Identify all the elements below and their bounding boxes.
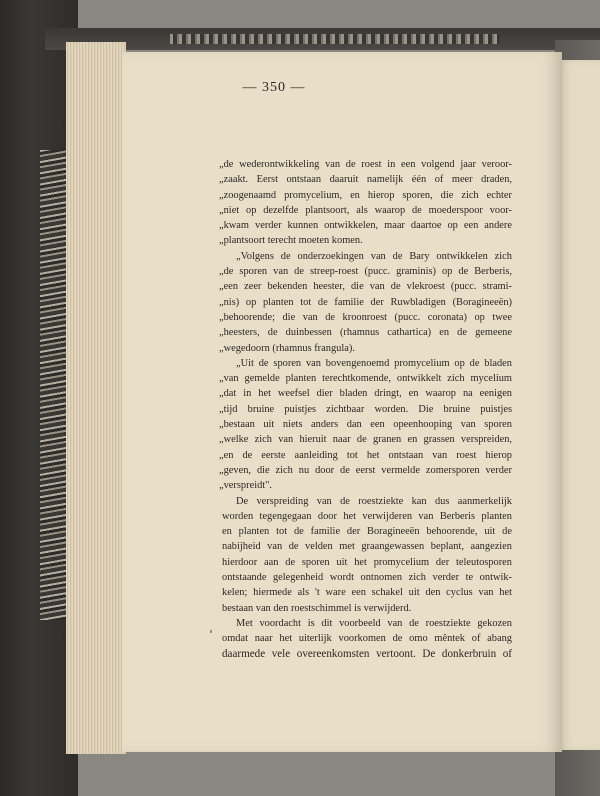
- facing-page: [556, 60, 600, 750]
- text-line: ontstaande gelegenheid wordt ontnomen zich verder te ontwik-: [222, 572, 512, 584]
- text-line: „zaakt. Eerst ontstaan daaruit namelijk één of meer draden,: [219, 174, 512, 186]
- text-line: „de wederontwikkeling van de roest in een volgend jaar veroor-: [219, 159, 512, 170]
- text-line: „verspreidt".: [219, 480, 272, 492]
- text-line: „zoogenaamd promycelium, en hierop sporen, die zich echter: [219, 189, 512, 201]
- text-line: „welke zich van hieruit naar de granen en grassen verspreiden,: [219, 434, 512, 446]
- text-line: „en de eerste aanleiding tot het ontstaan van roest hierop: [219, 449, 512, 461]
- text-line: „bestaan uit niets anders dan een opeenhooping van sporen: [219, 419, 512, 431]
- text-line: daarmede vele overeenkomsten vertoont. De donkerbruin of: [222, 647, 512, 660]
- page-stack-edge: [66, 42, 126, 754]
- text-line: „geven, die zich nu door de eerst vermelde zomersporen verder: [219, 464, 512, 476]
- text-line: „van gemelde planten terechtkomende, ontwikkelt zich mycelium: [219, 373, 512, 385]
- text-line: „niet op dezelfde plantsoort, als waarop de moederspoor voor-: [219, 204, 512, 216]
- paper-speck: [210, 630, 212, 633]
- text-line: bestaan van den roestschimmel is verwijderd.: [222, 602, 412, 614]
- text-block: [219, 157, 512, 662]
- text-line: „plantsoort terecht moeten komen.: [219, 235, 363, 247]
- marbled-edge-top: [170, 34, 500, 44]
- text-line: Met voordacht is dit voorbeeld van de roestziekte gekozen: [236, 617, 512, 629]
- text-line: kelen; hiermede als 't ware een schakel uit den cyclus van het: [222, 587, 512, 599]
- page-number: — 350 —: [242, 80, 306, 95]
- text-line: „tijd bruine puistjes zichtbaar worden. Die bruine puistjes: [219, 403, 512, 415]
- text-line: De verspreiding van de roestziekte kan dus aanmerkelijk: [236, 495, 512, 507]
- text-line: en planten tot de familie der Boragineeën behoorende, uit de: [222, 526, 512, 538]
- text-line: „kwam verder kunnen ontwikkelen, maar daartoe op een andere: [219, 220, 512, 232]
- text-line: hierdoor aan de sporen uit het promycelium der teleutosporen: [222, 556, 512, 568]
- text-line: „de sporen van de streep-roest (pucc. graminis) op de Berberis,: [219, 266, 512, 278]
- text-line: „nis) op planten tot de familie der Ruwbladigen (Boragineeën): [219, 296, 512, 308]
- text-line: „heesters, de duinbessen (rhamnus cathartica) en de gemeene: [219, 327, 512, 339]
- text-line: worden tegengegaan door het verwijderen van Berberis planten: [222, 510, 512, 522]
- text-line: omdat naar het uiterlijk voorkomen de omo mêntek of abang: [222, 633, 512, 645]
- text-line: „behoorende; die van de kroonroest (pucc. coronata) op twee: [219, 311, 512, 323]
- text-line: „Uit de sporen van bovengenoemd promycelium op de bladen: [236, 357, 512, 369]
- text-line: „een zeer bekenden heester, die van de vlekroest (pucc. strami-: [219, 281, 512, 293]
- text-line: „Volgens de onderzoekingen van de Bary ontwikkelen zich: [236, 250, 512, 262]
- text-line: „dat in het weefsel dier bladen dringt, en waarop na eenigen: [219, 388, 512, 400]
- text-line: „wegedoorn (rhamnus frangula).: [219, 342, 355, 354]
- text-line: nabijheid van de velden met graangewassen beplant, aangezien: [222, 541, 512, 553]
